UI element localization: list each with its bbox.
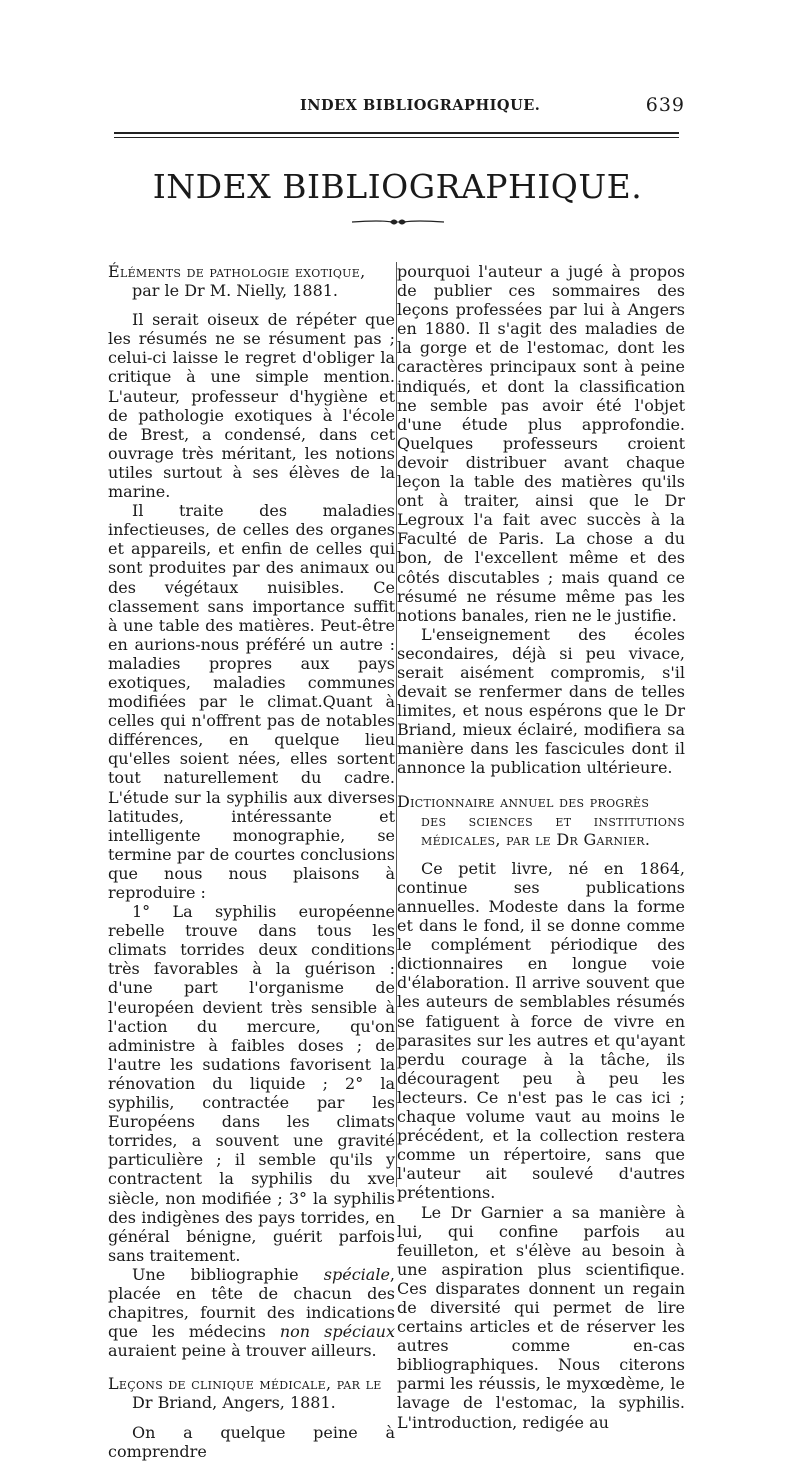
running-head: [110, 94, 685, 121]
text-run: , placée en tête de chacun des chapitres, fournit des indications que les médecins: [108, 1264, 395, 1342]
page-number: 639: [645, 94, 685, 116]
paragraph: Ce petit livre, né en 1864, continue ses publications annuelles. Modeste dans la forme et dans le fond, il se donne comme le complément périodique des dictionnaires en longue voie d'élaboration. Il arrive souvent que les auteurs de semblables résumés se fatiguent à force de vivre en parasites sur les autres et qu'ayant perdu courage à la tâche, ils découragent peu à peu les lecteurs. Ce n'est pas le cas ici ; chaque volume vaut au moins le précédent, et la collection restera comme un répertoire, sans que l'auteur ait soulevé d'autres prétentions.: [397, 858, 685, 1203]
paragraph: 1° La syphilis européenne rebelle trouve dans tous les climats torrides deux conditions très favorables à la guérison : d'une part l'organisme de l'européen devient très sensible à l'action du mercure, qu'on administre à faibles doses ; de l'autre les sudations favorisent la rénovation du liquide ; 2° la syphilis, contractée par les Européens dans les climats torrides, a souvent une gravité particulière ; il semble qu'ils y contractent la syphilis du xve siècle, non modifiée ; 3° la syphilis des indigènes des pays torrides, en général bénigne, guérit parfois sans traitement.: [108, 902, 395, 1265]
entry-heading-line: Leçons de clinique médicale, par le: [108, 1374, 382, 1394]
text-run-italic: non spéciaux: [279, 1322, 395, 1342]
entry-heading-briand: [108, 1374, 395, 1412]
header-rule: [114, 132, 679, 134]
entry-heading-line: Éléments de pathologie exotique,: [108, 262, 366, 281]
text-run: auraient peine à trouver ailleurs.: [108, 1341, 377, 1361]
left-column: [108, 262, 395, 1461]
entry-heading-line: par le Dr M. Nielly, 1881.: [132, 281, 339, 301]
text-run-italic: spéciale: [323, 1264, 390, 1284]
running-title: INDEX BIBLIOGRAPHIQUE.: [300, 97, 541, 114]
entry-heading-nielly: [108, 262, 395, 300]
paragraph: On a quelque peine à comprendre: [108, 1422, 395, 1461]
entry-heading-garnier: [397, 792, 685, 849]
entry-heading-line: Dictionnaire annuel des progrès: [397, 791, 650, 811]
paragraph: Le Dr Garnier a sa manière à lui, qui confine parfois au feuilleton, et s'élève au besoin à une aspiration plus scientifique. Ces disparates donnent un regain de diversité qui permet de lire certains articles et de réserver les autres comme en-cas bibliographiques. Nous citerons parmi les réussis, le myxœdème, le lavage de l'estomac, la syphilis. L'introduction, redigée au: [397, 1202, 685, 1432]
entry-heading-line: des sciences et institutions médicales, par le Dr Garnier.: [421, 810, 685, 849]
paragraph: L'enseignement des écoles secondaires, déjà si peu vivace, serait aisément compromis, s'il devait se renfermer dans de telles limites, et nous espérons que le Dr Briand, mieux éclairé, modifiera sa manière dans les fascicules dont il annonce la publication ultérieure.: [397, 624, 685, 778]
text-run: Une bibliographie: [132, 1264, 324, 1284]
paragraph-bibliography: [108, 1265, 395, 1360]
paragraph: pourquoi l'auteur a jugé à propos de publier ces sommaires des leçons professées par lui à Angers en 1880. Il s'agit des maladies de la gorge et de l'estomac, dont les caractères principaux sont à peine indiqués, et dont la classification ne semble pas avoir été l'objet d'une étude plus approfondie. Quelques professeurs croient devoir distribuer avant chaque leçon la table des matières qu'ils ont à traiter, ainsi que le Dr Legroux l'a fait avec succès à la Faculté de Paris. La chose a du bon, de l'excellent même et des côtés discutables ; mais quand ce résumé ne résume même pas les notions banales, rien ne le justifie.: [397, 262, 685, 625]
entry-heading-line: Dr Briand, Angers, 1881.: [132, 1393, 336, 1413]
right-column: [397, 262, 685, 1432]
paragraph: Il serait oiseux de répéter que les résumés ne se résument pas ; celui-ci laisse le regret d'obliger la critique à une simple mention. L'auteur, professeur d'hygiène et de pathologie exotiques à l'école de Brest, a condensé, dans cet ouvrage très méritant, les notions utiles surtout à ses élèves de la marine.: [108, 310, 395, 502]
paragraph: Il traite des maladies infectieuses, de celles des organes et appareils, et enfin de celles qui sont produites par des animaux ou des végétaux nuisibles. Ce classement sans importance suffit à une table des matières. Peut-être en aurions-nous préféré un autre : maladies propres aux pays exotiques, maladies communes modifiées par le climat.Quant à celles qui n'offrent pas de notables différences, en quelque lieu qu'elles soient nées, elles sortent tout naturellement du cadre. L'étude sur la syphilis aux diverses latitudes, intéressante et intelligente monographie, se termine par de courtes conclusions que nous nous plaisons à reproduire :: [108, 501, 395, 902]
page-title: INDEX BIBLIOGRAPHIQUE.: [152, 167, 643, 206]
header-rule-thin: [114, 137, 679, 138]
ornament-divider: [350, 216, 446, 228]
